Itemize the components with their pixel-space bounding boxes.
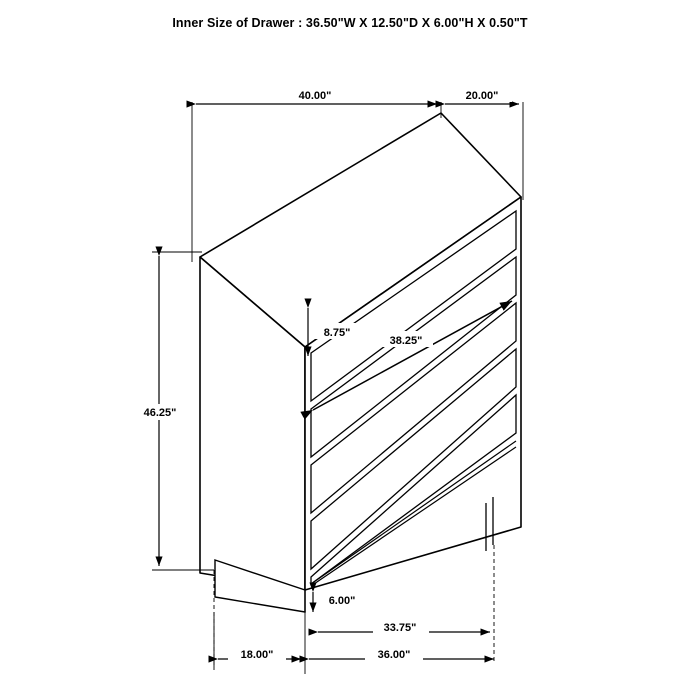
- dim-base-depth-label: 33.75": [383, 622, 417, 634]
- dim-drawer-width-label: 38.25": [389, 335, 423, 347]
- cabinet-outline: [200, 113, 521, 590]
- dim-base-width-label: 36.00": [377, 649, 411, 661]
- dim-top-width: [196, 88, 437, 104]
- dim-drawer-height-label: 8.75": [323, 327, 351, 339]
- dim-overall-height-label: 46.25": [143, 407, 177, 419]
- dim-side-depth-label: 18.00": [240, 649, 274, 661]
- dim-top-width-label: 40.00": [298, 90, 332, 102]
- dim-base-depth: [318, 619, 490, 634]
- page-title: Inner Size of Drawer : 36.50"W X 12.50"D X 6.00"H X 0.50"T: [172, 16, 528, 30]
- dim-side-depth: [218, 646, 301, 661]
- dim-base-width: [309, 646, 494, 661]
- dim-overall-height: [132, 256, 188, 566]
- dim-leg-height: [313, 592, 366, 612]
- dim-top-depth: [445, 88, 519, 104]
- dim-leg-height-label: 6.00": [328, 595, 356, 607]
- dim-top-depth-label: 20.00": [465, 90, 499, 102]
